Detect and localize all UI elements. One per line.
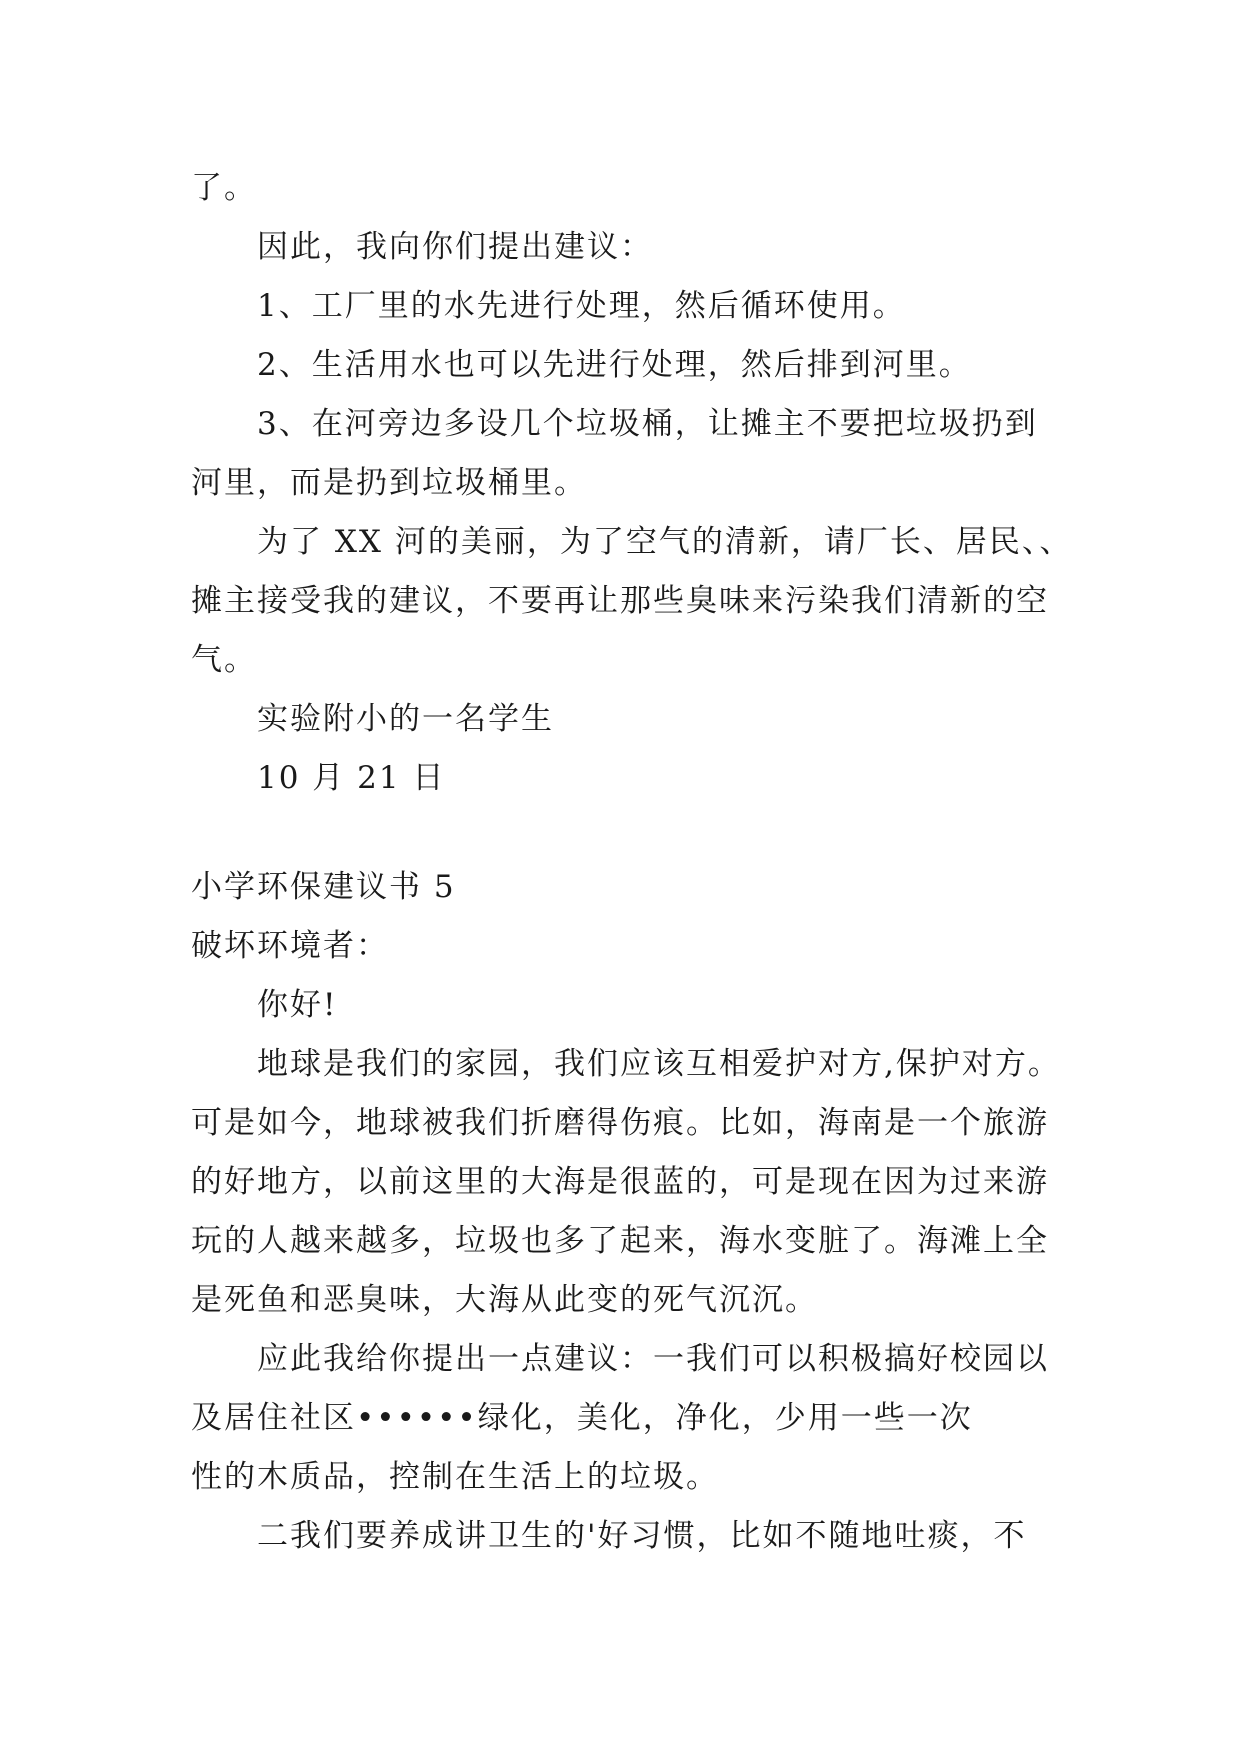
paragraph-line: 了。 xyxy=(191,170,257,206)
paragraph-line: 二我们要养成讲卫生的'好习惯，比如不随地吐痰，不 xyxy=(257,1518,1027,1554)
paragraph-line: 的好地方，以前这里的大海是很蓝的，可是现在因为过来游 xyxy=(191,1164,1049,1200)
paragraph-line: 应此我给你提出一点建议：一我们可以积极搞好校园以 xyxy=(257,1341,1049,1377)
list-item: 1、工厂里的水先进行处理，然后循环使用。 xyxy=(257,288,906,324)
paragraph-line: 地球是我们的家园，我们应该互相爱护对方,保护对方。 xyxy=(257,1046,1061,1082)
paragraph-line: 摊主接受我的建议，不要再让那些臭味来污染我们清新的空 xyxy=(191,583,1049,619)
paragraph-line: 因此，我向你们提出建议： xyxy=(257,229,653,265)
greeting: 你好! xyxy=(257,987,338,1023)
list-item: 3、在河旁边多设几个垃圾桶，让摊主不要把垃圾扔到 xyxy=(257,406,1038,442)
salutation: 破坏环境者： xyxy=(191,928,389,964)
signature: 实验附小的一名学生 xyxy=(257,701,554,737)
paragraph-line: 可是如今，地球被我们折磨得伤痕。比如，海南是一个旅游 xyxy=(191,1105,1049,1141)
date: 10 月 21 日 xyxy=(257,760,446,796)
paragraph-line: 玩的人越来越多，垃圾也多了起来，海水变脏了。海滩上全 xyxy=(191,1223,1049,1259)
paragraph-line: 是死鱼和恶臭味，大海从此变的死气沉沉。 xyxy=(191,1282,818,1318)
paragraph-line: 为了 XX 河的美丽，为了空气的清新，请厂长、居民、、 xyxy=(257,524,1073,560)
list-item: 2、生活用水也可以先进行处理，然后排到河里。 xyxy=(257,347,972,383)
list-item-continued: 河里，而是扔到垃圾桶里。 xyxy=(191,465,587,501)
section-title: 小学环保建议书 5 xyxy=(191,869,456,905)
paragraph-line: 性的木质品，控制在生活上的垃圾。 xyxy=(191,1459,719,1495)
paragraph-line: 及居住社区••••••绿化，美化，净化，少用一些一次 xyxy=(191,1400,973,1436)
paragraph-line: 气。 xyxy=(191,642,257,678)
